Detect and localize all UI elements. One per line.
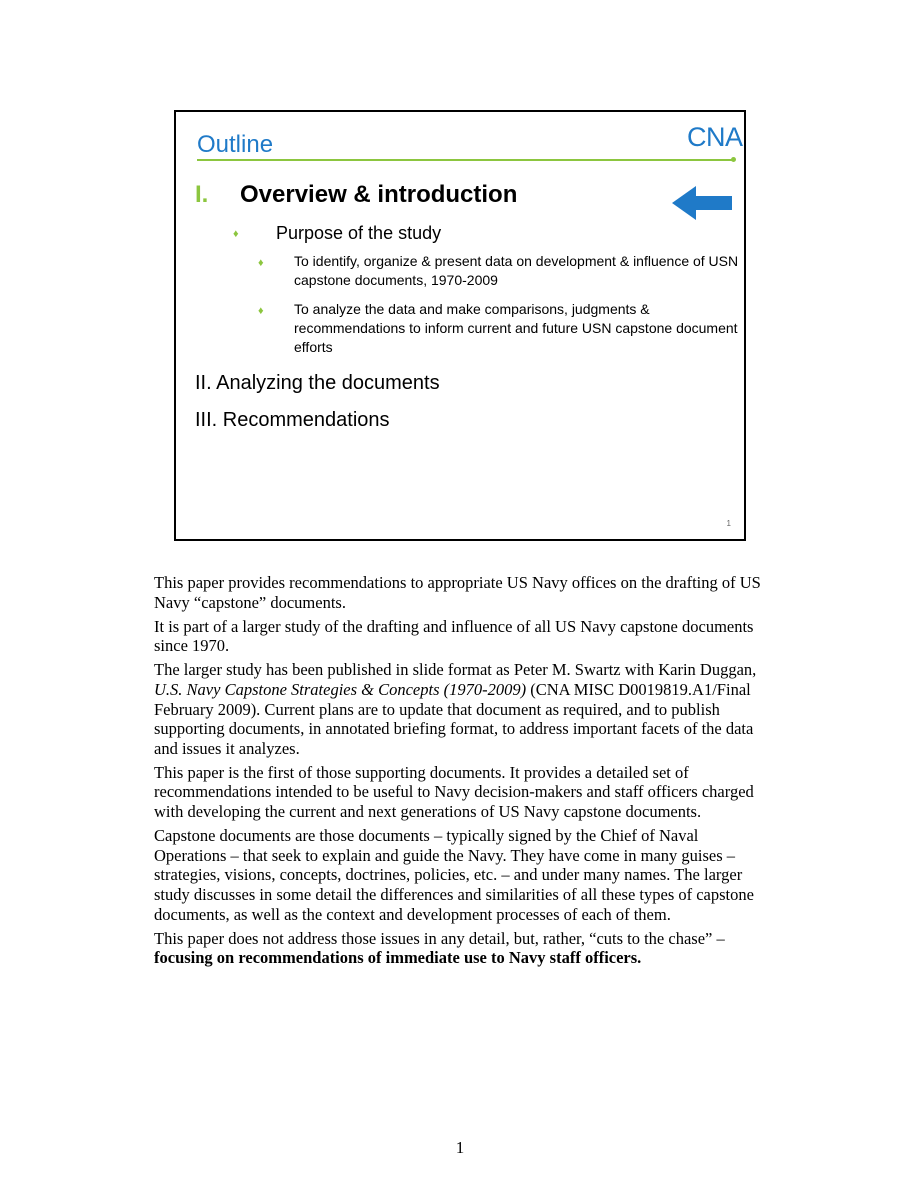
section-2-heading: II. Analyzing the documents (195, 372, 440, 394)
paragraph-3-text-end: (CNA MISC D0019819.A1/Final February 2009). Current plans are to update that document as required, and to publish supporting documents, in annotated briefing format, to address important facets of the data and issues it analyzes. (154, 679, 754, 758)
sub-bullet-1: To identify, organize & present data on development & influence of USN capstone documents, 1970-2009 (294, 253, 739, 288)
body-text (154, 573, 764, 972)
slide-number: 1 (726, 519, 731, 528)
paragraph-6 (154, 929, 764, 968)
section-1-numeral: I. (195, 181, 209, 208)
section-3-heading: III. Recommendations (195, 409, 390, 431)
paragraph-6-bold: focusing on recommendations of immediate use to Navy staff officers. (154, 948, 642, 968)
paragraph-4: This paper is the first of those supporting documents. It provides a detailed set of recommendations intended to be useful to Navy decision-makers and staff officers charged with developing the current and next generations of US Navy capstone documents. (154, 762, 754, 822)
slide-frame (174, 110, 746, 541)
paragraph-6-text: This paper does not address those issues in any detail, but, rather, “cuts to the chase” – (154, 928, 725, 948)
paragraph-5: Capstone documents are those documents – typically signed by the Chief of Naval Operations – that seek to explain and guide the Navy. They have come in many guises – strategies, visions, concepts, doctrines, policies, etc. – and under many names. The larger study discusses in some detail the differences and similarities of all these types of capstone documents, as well as the context and development processes of each of them. (154, 826, 754, 924)
diamond-bullet-icon: ♦ (258, 257, 264, 269)
page-number: 1 (455, 1138, 465, 1157)
paragraph-3-text: The larger study has been published in slide format as Peter M. Swartz with Karin Duggan, (154, 660, 757, 680)
study-title-italic: U.S. Navy Capstone Strategies & Concepts (1970-2009) (154, 679, 527, 699)
sub-bullet-2: To analyze the data and make comparisons, judgments & recommendations to inform current and future USN capstone document efforts (294, 301, 738, 355)
diamond-bullet-icon: ♦ (258, 305, 264, 317)
cna-logo: CNA (687, 122, 743, 152)
diamond-bullet-icon: ♦ (233, 228, 239, 240)
divider-dot (731, 157, 736, 162)
paragraph-1: This paper provides recommendations to appropriate US Navy offices on the drafting of US Navy “capstone” documents. (154, 573, 761, 612)
section-1-heading: Overview & introduction (240, 181, 518, 208)
paragraph-2: It is part of a larger study of the drafting and influence of all US Navy capstone documents since 1970. (154, 616, 754, 656)
slide-title: Outline (197, 131, 274, 158)
left-arrow-icon (672, 186, 734, 220)
title-divider (197, 159, 734, 161)
purpose-bullet: Purpose of the study (276, 223, 442, 243)
paragraph-3 (154, 660, 764, 758)
